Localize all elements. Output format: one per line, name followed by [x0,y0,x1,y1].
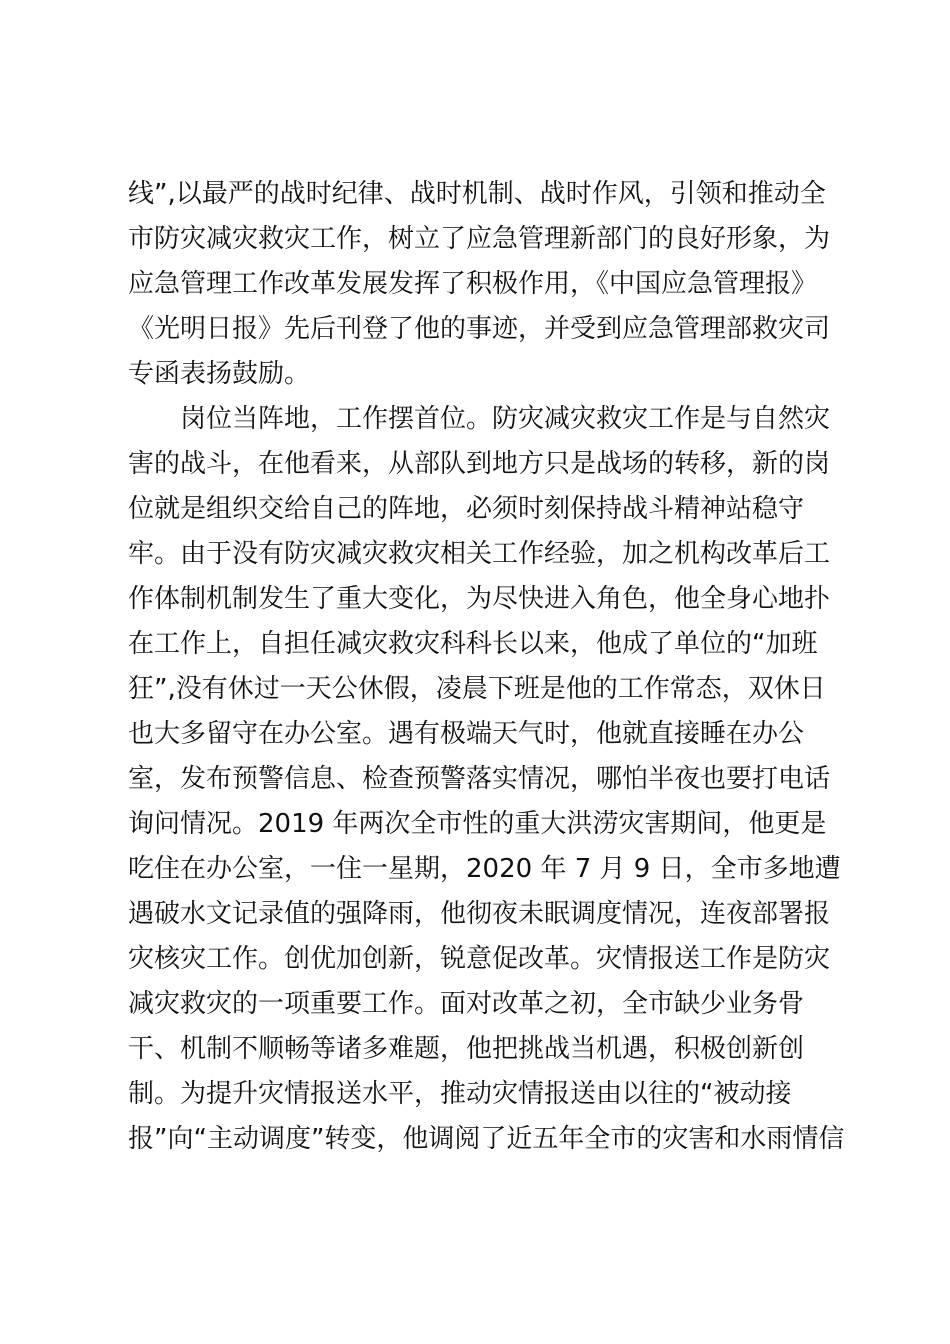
text-line: 吃住在办公室，一住一星期，2020 年 7 月 9 日，全市多地遭 [128,854,841,884]
text-line: 应急管理工作改革发展发挥了积极作用，《中国应急管理报》 [128,269,818,299]
text-line: 位就是组织交给自己的阵地，必须时刻保持战斗精神站稳守 [128,494,805,524]
text-line: 在工作上，自担任减灾救灾科科长以来，他成了单位的“加班 [128,629,818,659]
text-line: 专函表扬鼓励。 [128,359,311,389]
text-line: 制。为提升灾情报送水平，推动灾情报送由以往的“被动接 [128,1079,792,1109]
text-line: 灾核灾工作。创优加创新，锐意促改革。灾情报送工作是防灾 [128,944,831,974]
text-line: 减灾救灾的一项重要工作。面对改革之初，全市缺少业务骨 [128,989,805,1019]
text-line: 牢。由于没有防灾减灾救灾相关工作经验，加之机构改革后工 [128,539,831,569]
text-line: 《光明日报》先后刊登了他的事迹，并受到应急管理部救灾司 [128,314,831,344]
text-line: 市防灾减灾救灾工作，树立了应急管理新部门的良好形象，为 [128,224,831,254]
body-text [128,172,848,1162]
text-line: 干、机制不顺畅等诸多难题，他把挑战当机遇，积极创新创 [128,1034,805,1064]
text-line: 害的战斗，在他看来，从部队到地方只是战场的转移，新的岗 [128,449,831,479]
text-line: 作体制机制发生了重大变化，为尽快进入角色，他全身心地扑 [128,584,831,614]
text-line: 询问情况。2019 年两次全市性的重大洪涝灾害期间，他更是 [128,809,827,839]
text-line: 遇破水文记录值的强降雨，他彻夜未眠调度情况，连夜部署报 [128,899,831,929]
text-line: 岗位当阵地，工作摆首位。防灾减灾救灾工作是与自然灾 [128,404,831,434]
text-line: 报”向“主动调度”转变，他调阅了近五年全市的灾害和水雨情信 [128,1124,845,1154]
text-line: 也大多留守在办公室。遇有极端天气时，他就直接睡在办公 [128,719,805,749]
text-line: 室，发布预警信息、检查预警落实情况，哪怕半夜也要打电话 [128,764,831,794]
text-line: 狂”,没有休过一天公休假，凌晨下班是他的工作常态，双休日 [128,674,826,704]
text-line: 线”,以最严的战时纪律、战时机制、战时作风，引领和推动全 [128,179,826,209]
